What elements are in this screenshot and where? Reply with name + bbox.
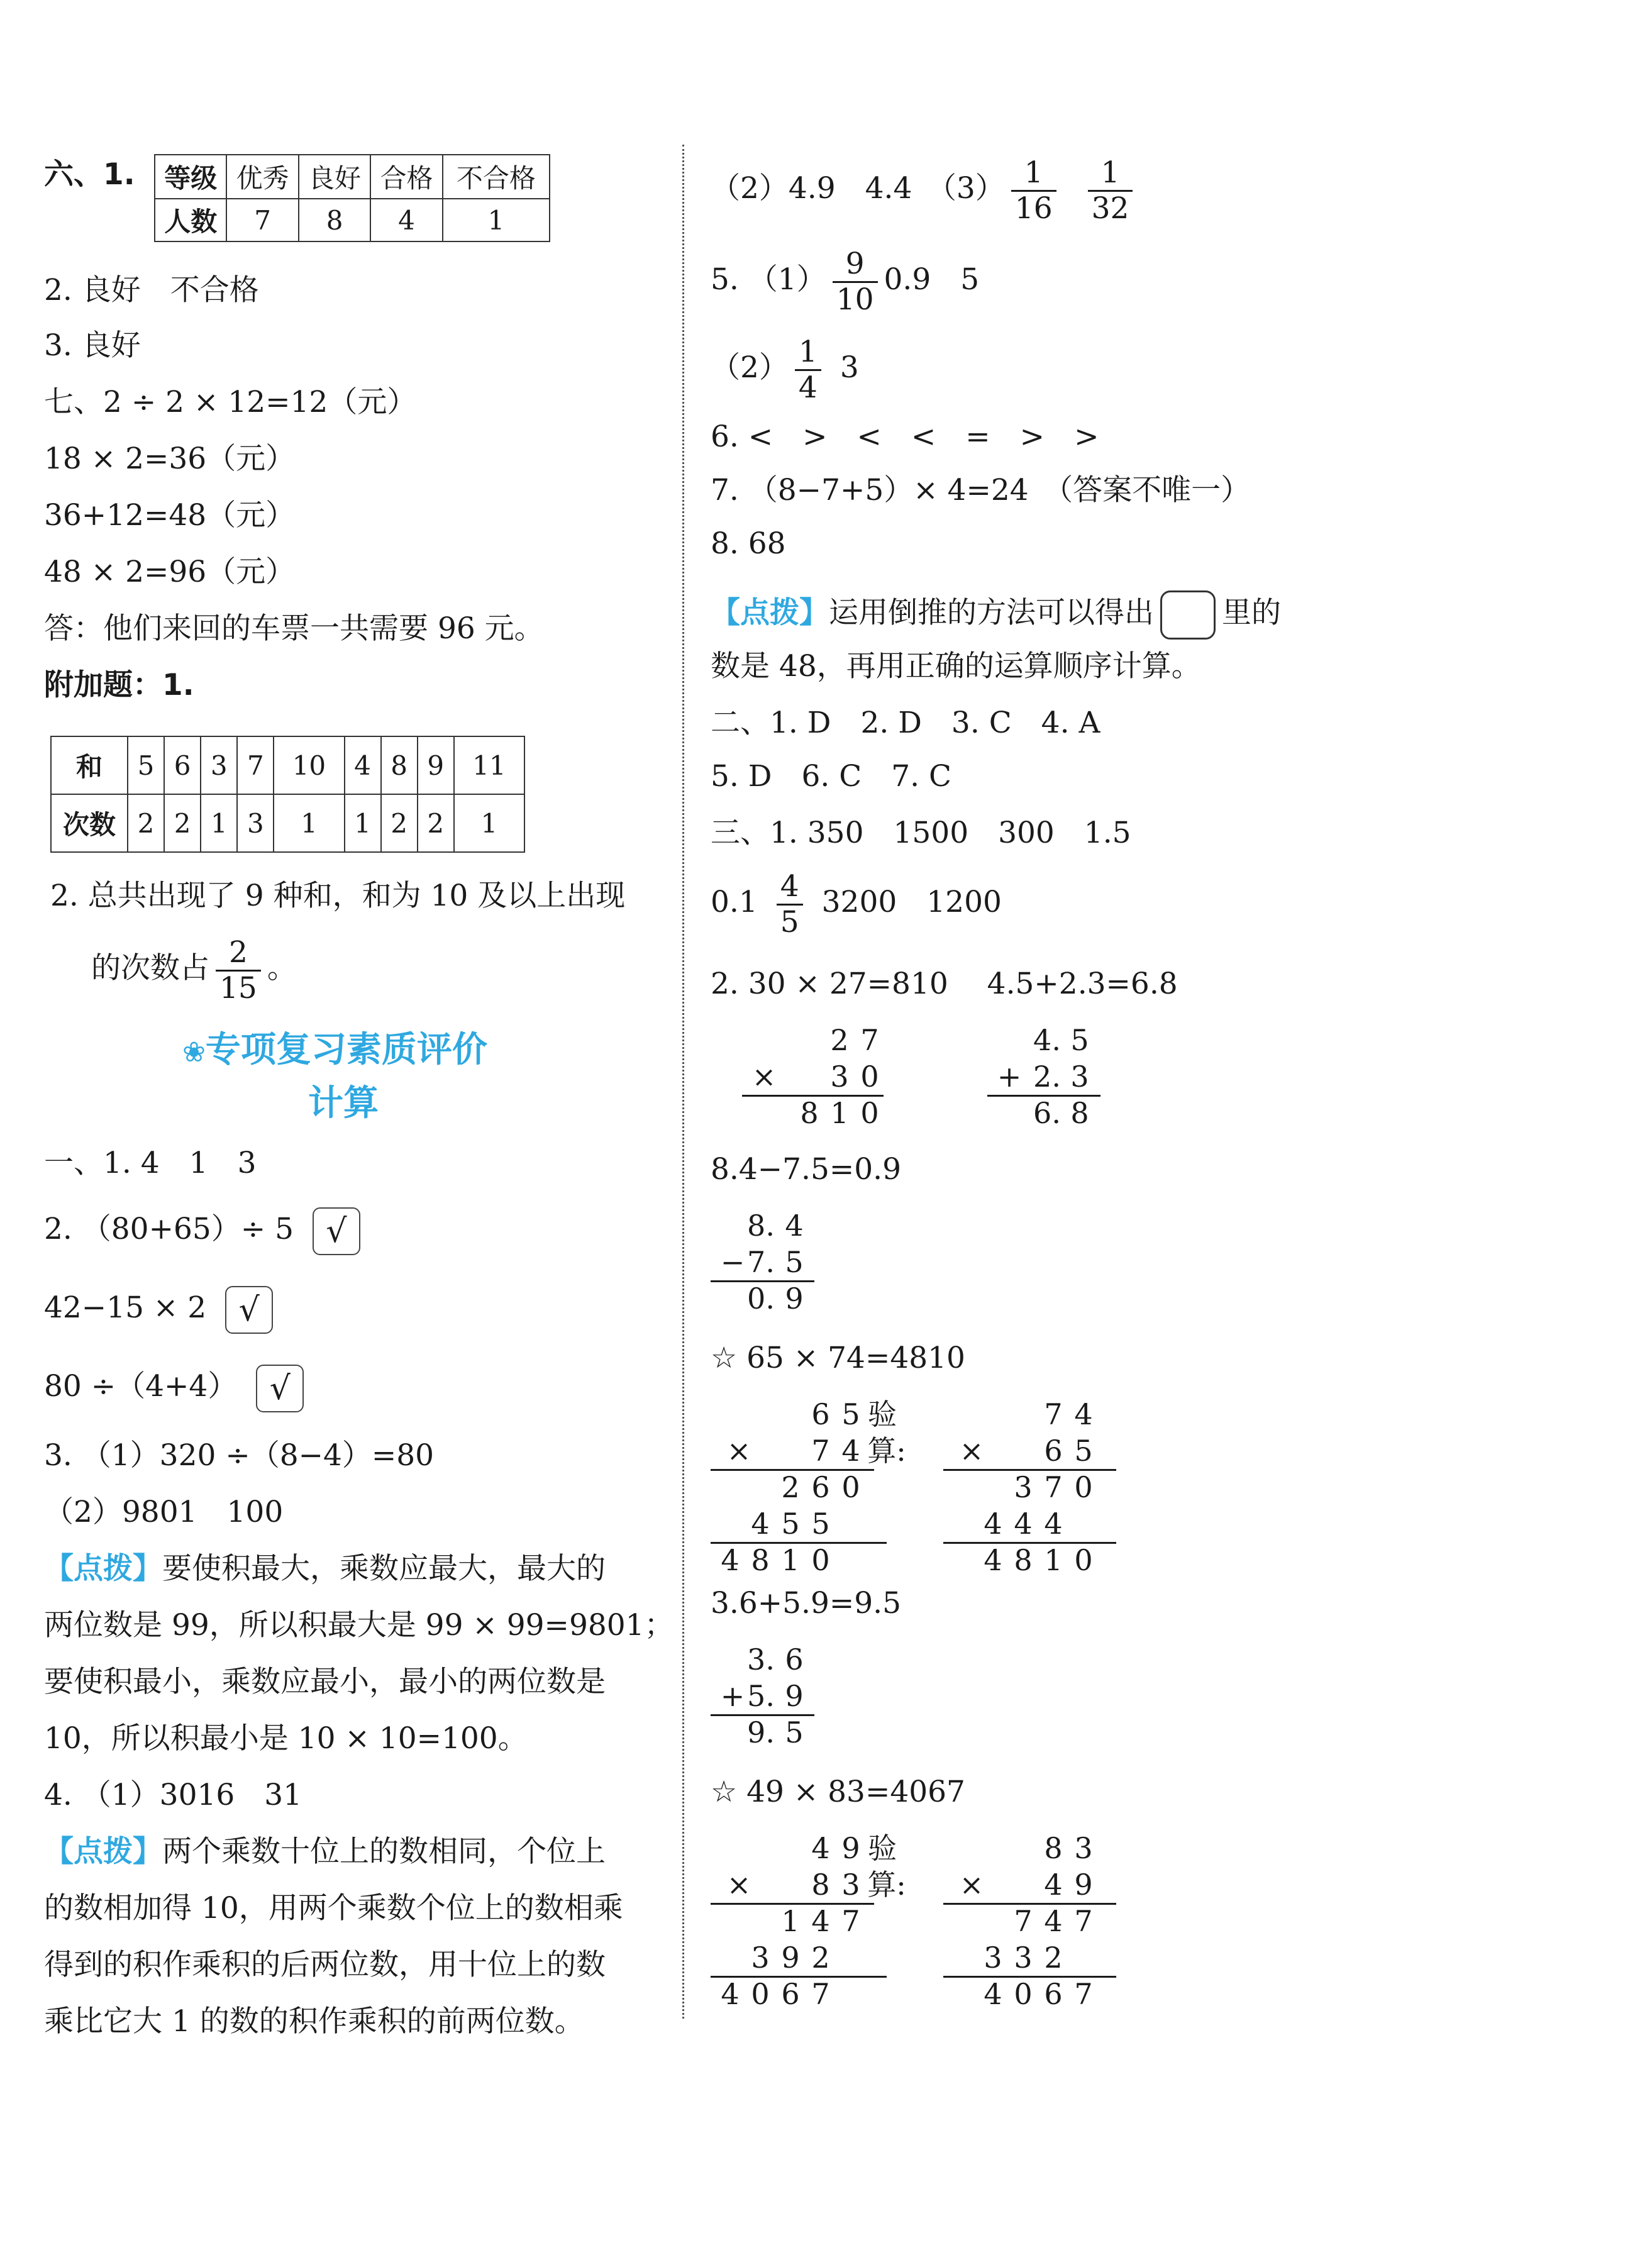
- digit: 7: [841, 1904, 860, 1938]
- vertical-calc-3.6+5.9: [711, 1641, 818, 1751]
- r3-suffix: 3: [840, 350, 859, 385]
- s1-2b: [44, 1286, 273, 1334]
- digit: 0: [1074, 1543, 1093, 1577]
- operator: ×: [959, 1434, 984, 1468]
- r4: 6. < > < < = > >: [711, 419, 1099, 454]
- column-divider: [682, 145, 684, 2019]
- denominator: 32: [1091, 191, 1129, 226]
- sum-cell: 5: [128, 736, 164, 794]
- q7-line3: 36+12=48（元）: [44, 498, 296, 533]
- numerator: 4: [777, 870, 803, 906]
- digit: 9: [841, 1831, 860, 1865]
- digit: 6: [811, 1397, 830, 1431]
- check-icon: √: [313, 1207, 360, 1255]
- digit: 6: [781, 1977, 800, 2011]
- section-title-text: 专项复习素质评价: [205, 1029, 487, 1070]
- grade-header-cell: 不合格: [443, 155, 550, 199]
- r1-prefix: （2）4.9 4.4 （3）: [711, 171, 1005, 206]
- vertical-calc-74x65: [943, 1396, 1119, 1578]
- numerator: 1: [1011, 156, 1056, 192]
- digit: 4: [984, 1507, 1002, 1541]
- section-title: [182, 1031, 487, 1072]
- r2: [711, 242, 979, 318]
- digit: 4: [984, 1543, 1002, 1577]
- r11: 2. 30 × 27=810 4.5+2.3=6.8: [711, 967, 1178, 1001]
- q6-3: 3. 良好: [44, 328, 141, 363]
- bonus-label: 附加题：1.: [44, 668, 194, 702]
- numerator: 9: [833, 247, 878, 283]
- digit: 6.: [1033, 1096, 1061, 1130]
- digit: 7: [860, 1023, 879, 1057]
- operator: ×: [959, 1868, 984, 1902]
- digit: 8: [1014, 1543, 1033, 1577]
- paw-icon: ❀: [182, 1036, 206, 1068]
- count-cell: 次数: [51, 794, 128, 852]
- operator: −: [720, 1245, 745, 1279]
- count-cell: 3: [237, 794, 274, 852]
- fraction: [216, 936, 261, 1006]
- digit: 3: [1074, 1831, 1093, 1865]
- sum-cell: 9: [418, 736, 454, 794]
- grade-header-cell: 良好: [299, 155, 370, 199]
- sum-cell: 6: [164, 736, 201, 794]
- fraction: [1088, 156, 1133, 226]
- grade-row-cell: 4: [370, 199, 442, 241]
- digit: 5: [811, 1507, 830, 1541]
- digit: 4: [1044, 1507, 1063, 1541]
- hint2-line2: 的数相加得 10，用两个乘数个位上的数相乘: [44, 1891, 623, 1926]
- section-subtitle: 计算: [308, 1083, 379, 1124]
- hint-label: 【点拨】: [44, 1834, 162, 1869]
- digit: 0: [860, 1096, 879, 1130]
- hint2-line1: [44, 1833, 606, 1871]
- q6-2: 2. 良好 不合格: [44, 273, 259, 308]
- digit: 0: [811, 1543, 830, 1577]
- hint-label: 【点拨】: [44, 1551, 162, 1586]
- r9: 三、1. 350 1500 300 1.5: [711, 816, 1131, 850]
- hint2-line3: 得到的积作乘积的后两位数，用十位上的数: [44, 1948, 606, 1982]
- s1-1: 一、1. 4 1 3: [44, 1146, 257, 1180]
- check-icon: √: [256, 1365, 304, 1412]
- bonus-2-line1: 2. 总共出现了 9 种和，和为 10 及以上出现: [50, 878, 626, 913]
- digit: 5: [1070, 1023, 1089, 1057]
- digit: 5: [785, 1715, 804, 1749]
- digit: 3: [751, 1941, 770, 1975]
- fraction: [795, 335, 821, 405]
- sum-cell: 3: [201, 736, 237, 794]
- grade-row-cell: 1: [443, 199, 550, 241]
- digit: 6: [1044, 1434, 1063, 1468]
- digit: 0: [1014, 1977, 1033, 2011]
- r8: 5. D 6. C 7. C: [711, 759, 951, 794]
- count-cell: 1: [454, 794, 524, 852]
- digit: 8: [1044, 1831, 1063, 1865]
- hint-label: 【点拨】: [711, 596, 829, 630]
- digit: 7: [1074, 1977, 1093, 2011]
- numerator: 1: [795, 335, 821, 371]
- s1-2b-text: 42−15 × 2: [44, 1290, 207, 1325]
- r1: [711, 151, 1139, 226]
- blank-box: [1160, 590, 1216, 640]
- r5: 7. （8−7+5）× 4=24 （答案不唯一）: [711, 473, 1251, 507]
- r15: ☆ 49 × 83=4067: [711, 1775, 965, 1809]
- r7: 二、1. D 2. D 3. C 4. A: [711, 706, 1100, 740]
- period: 。: [267, 951, 297, 985]
- digit: 7.: [747, 1245, 775, 1279]
- s1-2c-text: 80 ÷（4+4）: [44, 1369, 238, 1404]
- count-cell: 2: [164, 794, 201, 852]
- numerator: 1: [1088, 156, 1133, 192]
- count-cell: 1: [274, 794, 344, 852]
- digit: 0: [1074, 1470, 1093, 1504]
- digit: 7: [811, 1434, 830, 1468]
- hint1-line4: 10，所以积最小是 10 × 10=100。: [44, 1721, 528, 1756]
- r10: [711, 865, 1002, 940]
- hint3-line1: [711, 588, 1281, 640]
- grade-row-cell: 7: [226, 199, 298, 241]
- operator: +: [997, 1060, 1022, 1094]
- s1-2a-text: 2. （80+65）÷ 5: [44, 1212, 294, 1246]
- digit: 0: [751, 1977, 770, 2011]
- digit: 4: [811, 1831, 830, 1865]
- grade-header-cell: 合格: [370, 155, 442, 199]
- count-cell: 1: [201, 794, 237, 852]
- q7-answer: 答：他们来回的车票一共需要 96 元。: [44, 611, 544, 646]
- vertical-calc-83x49: [943, 1830, 1119, 2012]
- digit: 5: [785, 1245, 804, 1279]
- vertical-calc-49x83: [711, 1830, 906, 2012]
- digit: 4: [1044, 1904, 1063, 1938]
- digit: 6: [785, 1643, 804, 1676]
- digit: 4: [984, 1977, 1002, 2011]
- operator: ×: [751, 1060, 777, 1094]
- digit: 3: [1014, 1941, 1033, 1975]
- digit: 3.: [747, 1643, 775, 1676]
- digit: 0.: [747, 1282, 775, 1316]
- hint3-text-b: 里的: [1222, 596, 1281, 630]
- digit: 8: [1070, 1096, 1089, 1130]
- digit: 9: [1074, 1868, 1093, 1902]
- digit: 3: [830, 1060, 849, 1094]
- bonus-2-line2: [91, 931, 297, 1006]
- grade-header-cell: 等级: [155, 155, 226, 199]
- digit: 4: [1074, 1397, 1093, 1431]
- r2-prefix: 5. （1）: [711, 262, 826, 297]
- digit: 0: [860, 1060, 879, 1094]
- sum-cell: 7: [237, 736, 274, 794]
- verify-label: 验: [868, 1397, 897, 1431]
- digit: 4: [1044, 1868, 1063, 1902]
- verify-label: 算:: [867, 1434, 906, 1468]
- digit: 1: [781, 1543, 800, 1577]
- digit: 5.: [747, 1679, 775, 1713]
- grade-header-cell: 优秀: [226, 155, 298, 199]
- operator: ×: [726, 1434, 751, 1468]
- sum-cell: 8: [381, 736, 418, 794]
- hint3-text-a: 运用倒推的方法可以得出: [829, 596, 1154, 630]
- digit: 8.: [747, 1209, 775, 1243]
- digit: 3: [984, 1941, 1002, 1975]
- digit: 4: [1014, 1507, 1033, 1541]
- digit: 3: [1014, 1470, 1033, 1504]
- denominator: 16: [1014, 191, 1053, 226]
- q7-line4: 48 × 2=96（元）: [44, 555, 296, 589]
- verify-label: 验: [868, 1831, 897, 1865]
- s1-2c: [44, 1365, 304, 1412]
- r14: 3.6+5.9=9.5: [711, 1586, 901, 1621]
- count-cell: 2: [381, 794, 418, 852]
- digit: 8: [751, 1543, 770, 1577]
- digit: 5: [841, 1397, 860, 1431]
- digit: 0: [841, 1470, 860, 1504]
- hint2-line4: 乘比它大 1 的数的积作乘积的前两位数。: [44, 2004, 584, 2039]
- sum-cell: 10: [274, 736, 344, 794]
- vertical-calc-27x30: [742, 1022, 880, 1131]
- hint2-text: 两个乘数十位上的数相同，个位上: [162, 1834, 606, 1869]
- digit: 2: [1044, 1941, 1063, 1975]
- digit: 4: [841, 1434, 860, 1468]
- digit: 5: [1074, 1434, 1093, 1468]
- hint1-line1: [44, 1550, 606, 1588]
- digit: 6: [1044, 1977, 1063, 2011]
- digit: 9.: [747, 1715, 775, 1749]
- digit: 4: [721, 1543, 740, 1577]
- digit: 2: [781, 1470, 800, 1504]
- operator: ×: [726, 1868, 751, 1902]
- vertical-calc-65x74: [711, 1396, 906, 1578]
- digit: 4: [785, 1209, 804, 1243]
- digit: 3: [841, 1868, 860, 1902]
- digit: 2: [830, 1023, 849, 1057]
- grade-row-cell: 人数: [155, 199, 226, 241]
- denominator: 4: [798, 370, 818, 405]
- digit: 2.: [1033, 1060, 1061, 1094]
- digit: 4: [751, 1507, 770, 1541]
- q7-line1: 七、2 ÷ 2 × 12=12（元）: [44, 385, 417, 419]
- sum-table: [50, 736, 525, 853]
- count-cell: 1: [345, 794, 381, 852]
- denominator: 15: [219, 970, 257, 1006]
- operator: +: [720, 1679, 745, 1713]
- numerator: 2: [216, 936, 261, 972]
- grade-row-cell: 8: [299, 199, 370, 241]
- r10-suffix: 3200 1200: [821, 885, 1002, 919]
- digit: 9: [785, 1282, 804, 1316]
- bonus-2-prefix: 的次数占: [91, 951, 209, 985]
- digit: 9: [785, 1679, 804, 1713]
- digit: 1: [1044, 1543, 1063, 1577]
- hint1-line3: 要使积最小，乘数应最小，最小的两位数是: [44, 1665, 606, 1699]
- r6: 8. 68: [711, 526, 786, 561]
- digit: 6: [811, 1470, 830, 1504]
- fraction: [1011, 156, 1056, 226]
- fraction: [777, 870, 803, 939]
- digit: 7: [1044, 1470, 1063, 1504]
- digit: 7: [1014, 1904, 1033, 1938]
- r3-prefix: （2）: [711, 350, 789, 385]
- hint1-text: 要使积最大，乘数应最大，最大的: [162, 1551, 606, 1586]
- digit: 1: [830, 1096, 849, 1130]
- digit: 1: [781, 1904, 800, 1938]
- sum-cell: 和: [51, 736, 128, 794]
- digit: 2: [811, 1941, 830, 1975]
- s1-2a: [44, 1207, 360, 1255]
- vertical-calc-4.5+2.3: [987, 1022, 1107, 1131]
- digit: 7: [1044, 1397, 1063, 1431]
- s1-3-2: （2）9801 100: [44, 1495, 284, 1529]
- q7-line2: 18 × 2=36（元）: [44, 441, 296, 476]
- r3: [711, 330, 859, 406]
- digit: 8: [800, 1096, 819, 1130]
- check-icon: √: [225, 1286, 273, 1334]
- digit: 3: [1070, 1060, 1089, 1094]
- digit: 7: [1074, 1904, 1093, 1938]
- digit: 7: [811, 1977, 830, 2011]
- digit: 4.: [1033, 1023, 1061, 1057]
- s1-4-1: 4. （1）3016 31: [44, 1778, 302, 1812]
- hint3-line2: 数是 48，再用正确的运算顺序计算。: [711, 649, 1201, 684]
- q6-1-label: 六、1.: [44, 157, 135, 192]
- denominator: 10: [836, 282, 874, 317]
- digit: 4: [721, 1977, 740, 2011]
- digit: 9: [781, 1941, 800, 1975]
- grade-table: [154, 154, 550, 242]
- s1-3-1: 3. （1）320 ÷（8−4）=80: [44, 1438, 435, 1473]
- digit: 8: [811, 1868, 830, 1902]
- sum-cell: 11: [454, 736, 524, 794]
- r12: 8.4−7.5=0.9: [711, 1152, 901, 1187]
- fraction: [833, 247, 878, 317]
- count-cell: 2: [418, 794, 454, 852]
- digit: 5: [781, 1507, 800, 1541]
- count-cell: 2: [128, 794, 164, 852]
- r10-prefix: 0.1: [711, 885, 758, 919]
- digit: 4: [811, 1904, 830, 1938]
- denominator: 5: [780, 904, 799, 939]
- verify-label: 算:: [867, 1868, 906, 1902]
- r13: ☆ 65 × 74=4810: [711, 1341, 965, 1375]
- vertical-calc-8.4-7.5: [711, 1207, 818, 1317]
- hint1-line2: 两位数是 99，所以积最大是 99 × 99=9801；: [44, 1608, 674, 1643]
- sum-cell: 4: [345, 736, 381, 794]
- r2-suffix: 0.9 5: [884, 262, 980, 297]
